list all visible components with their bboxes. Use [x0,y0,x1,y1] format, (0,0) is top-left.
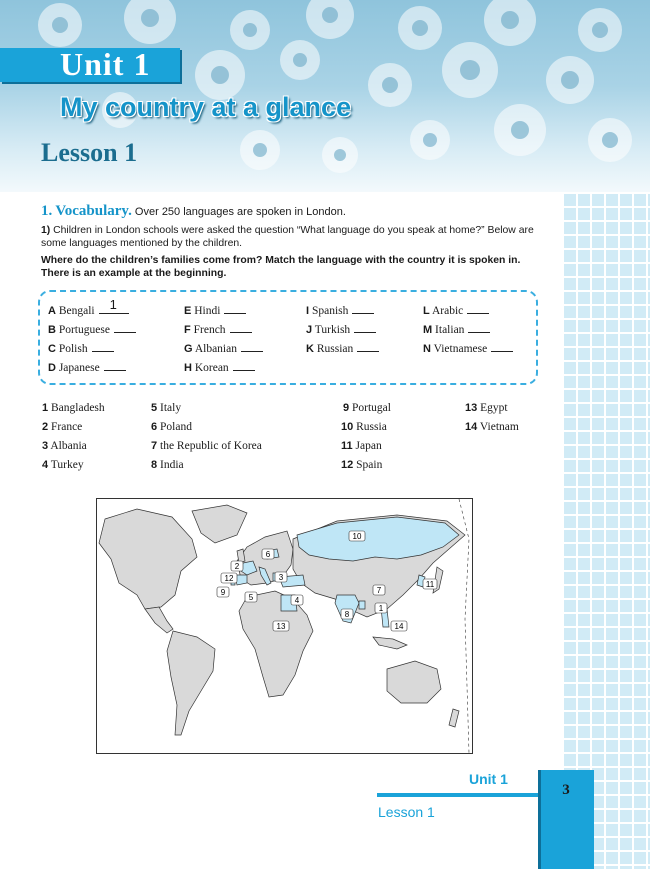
answer-blank[interactable] [357,351,379,352]
exercise-heading [41,203,346,220]
map-label [231,561,243,571]
country-item: 13 Egypt [465,402,508,414]
footer-unit: Unit 1 [469,771,508,787]
svg-text:7: 7 [376,586,382,595]
map-label [375,603,387,613]
map-label [423,579,437,589]
greenland-shape [192,505,247,543]
lesson-title: Lesson 1 [41,138,138,167]
map-label [291,595,303,605]
page-number-tab [538,770,594,869]
central-america-shape [145,607,173,633]
chapter-title: My country at a glance [60,92,352,122]
answer-blank[interactable] [224,313,246,314]
answer-blank[interactable] [352,313,374,314]
page-number: 3 [562,782,570,798]
language-item: M Italian [423,324,490,336]
svg-text:12: 12 [224,574,234,583]
svg-text:13: 13 [276,622,286,631]
answer-blank[interactable] [468,332,490,333]
language-item: K Russian [306,343,379,355]
language-item: E Hindi [184,305,246,317]
language-item: C Polish [48,343,114,355]
language-item: J Turkish [306,324,376,336]
north-america-shape [99,509,197,609]
answer-blank[interactable] [354,332,376,333]
footer-lesson: Lesson 1 [378,804,435,820]
country-item: 6 Poland [151,421,192,433]
country-item: 4 Turkey [42,459,84,471]
country-item: 2 France [42,421,83,433]
africa-shape [239,591,313,697]
svg-text:6: 6 [265,550,271,559]
map-label [275,572,287,582]
svg-text:3: 3 [278,573,284,582]
header-banner [0,0,650,192]
world-map [96,498,473,754]
map-label [391,621,407,631]
country-item: 11 Japan [341,440,382,452]
svg-text:5: 5 [248,593,254,602]
unit-title: Unit 1 [60,46,151,82]
answer-blank[interactable] [491,351,513,352]
svg-text:10: 10 [352,532,362,541]
country-item: 8 India [151,459,184,471]
language-item: B Portuguese [48,324,136,336]
svg-text:8: 8 [344,610,350,619]
exercise-intro: Over 250 languages are spoken in London. [134,206,346,218]
map-label [217,587,229,597]
language-item: H Korean [184,362,255,374]
answer-blank[interactable] [467,313,489,314]
country-item: 14 Vietnam [465,421,519,433]
world-map-drawing [97,499,472,753]
indonesia-shape [373,637,407,649]
exercise-number: 1. [41,203,53,219]
map-label [245,592,257,602]
country-item: 10 Russia [341,421,387,433]
svg-text:14: 14 [394,622,404,631]
australia-shape [387,661,441,703]
task-paragraph [41,224,538,250]
exercise-title: Vocabulary. [55,203,132,219]
answer-blank[interactable] [92,351,114,352]
svg-text:2: 2 [234,562,240,571]
task-text: Children in London schools were asked the question “What language do you speak at home?” Below are some languages mentioned by the children. [41,225,534,249]
country-item: 5 Italy [151,402,182,414]
svg-text:4: 4 [294,596,300,605]
answer-blank[interactable] [104,370,126,371]
language-item: I Spanish [306,305,374,317]
map-label [349,531,365,541]
task-instruction: Where do the children’s families come from? Match the language with the country it is spoken in. There is an example at the beginning. [41,255,521,279]
country-item: 1 Bangladesh [42,402,105,414]
language-item: G Albanian [184,343,263,355]
answer-blank[interactable] [230,332,252,333]
map-label [221,573,237,583]
svg-text:1: 1 [378,604,384,613]
answer-blank[interactable]: 1 [99,313,129,314]
language-item: A Bengali 1 [48,305,129,317]
bangladesh-highlight [359,601,365,609]
answer-blank[interactable] [241,351,263,352]
country-item: 12 Spain [341,459,383,471]
map-label [341,609,353,619]
svg-text:9: 9 [220,588,226,597]
language-item: L Arabic [423,305,489,317]
new-zealand-shape [449,709,459,727]
country-item: 7 the Republic of Korea [151,440,262,452]
language-item: D Japanese [48,362,126,374]
country-item: 9 Portugal [343,402,391,414]
svg-text:11: 11 [425,580,435,589]
answer-blank[interactable] [233,370,255,371]
language-item: N Vietnamese [423,343,513,355]
country-item: 3 Albania [42,440,87,452]
decorative-grid [562,192,650,869]
language-item: F French [184,324,252,336]
map-label [273,621,289,631]
task-number: 1) [41,225,51,236]
map-label [262,549,274,559]
south-america-shape [167,631,215,735]
map-label [373,585,385,595]
answer-blank[interactable] [114,332,136,333]
